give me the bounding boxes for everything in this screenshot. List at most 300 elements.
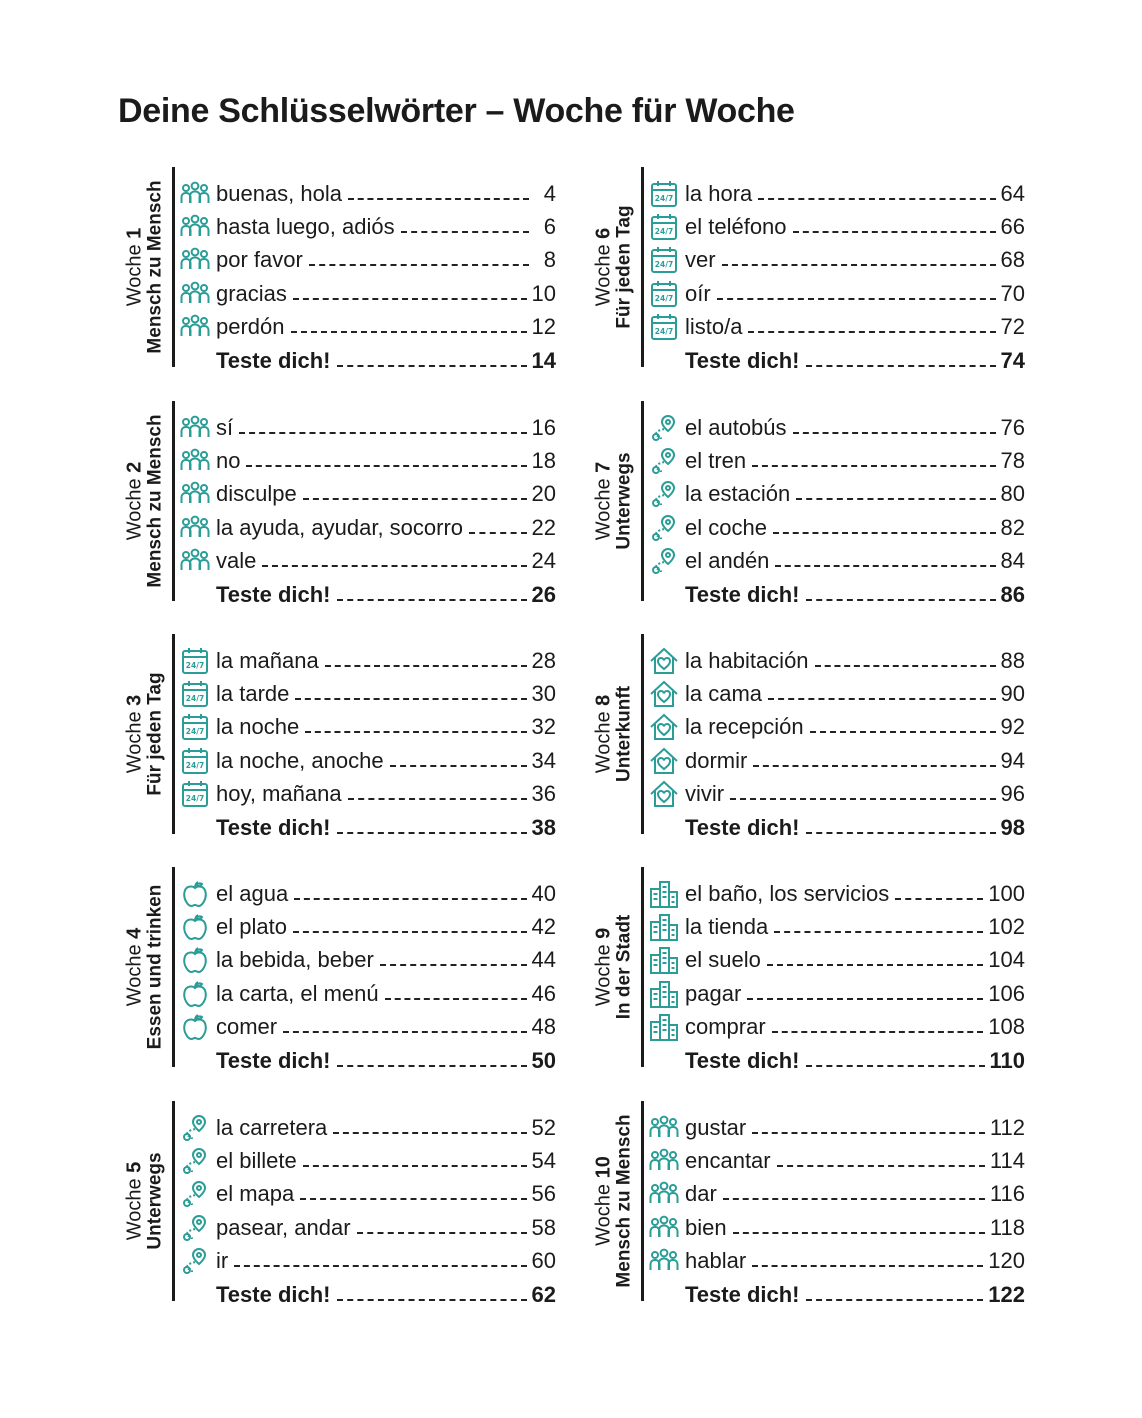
entry-term: la noche: [216, 714, 300, 740]
entry-term: la bebida, beber: [216, 947, 374, 973]
entry-term: la carta, el menú: [216, 980, 379, 1006]
dot-leader: [309, 264, 529, 266]
entry-term: el plato: [216, 914, 287, 940]
entry-term: dormir: [685, 747, 748, 773]
week-topic: Mensch zu Mensch: [144, 180, 166, 354]
dot-leader: [390, 765, 527, 767]
entry-page-number: 36: [531, 781, 556, 807]
week-number: 2: [123, 461, 146, 473]
svg-text:24/7: 24/7: [654, 227, 674, 237]
entry-term: la habitación: [685, 647, 809, 673]
dot-leader: [246, 465, 526, 467]
list-item[interactable]: [180, 1011, 556, 1044]
list-item[interactable]: [649, 877, 1025, 910]
apple-icon: [180, 1012, 210, 1042]
dot-leader: [772, 1031, 984, 1033]
list-item[interactable]: [180, 1111, 556, 1144]
week-topic: Mensch zu Mensch: [144, 414, 166, 588]
house-heart-icon: [649, 646, 679, 676]
week-topic: Unterwegs: [613, 452, 635, 550]
test-row[interactable]: [180, 344, 556, 377]
list-item[interactable]: [649, 1178, 1025, 1211]
house-heart-icon: [649, 712, 679, 742]
list-item[interactable]: [649, 677, 1025, 710]
list-item[interactable]: [180, 210, 556, 243]
entry-page-number: 76: [1000, 414, 1025, 440]
entry-page-number: 66: [1000, 214, 1025, 240]
list-item[interactable]: [649, 910, 1025, 943]
people-icon: [649, 1179, 679, 1209]
week-topic: Für jeden Tag: [144, 672, 166, 796]
calendar-24-7-icon: [649, 245, 679, 275]
week-section-6: [592, 167, 1061, 373]
entry-term: hablar: [685, 1248, 747, 1274]
test-label: Teste dich!: [216, 581, 331, 607]
entry-page-number: 82: [1000, 514, 1025, 540]
dot-leader: [401, 231, 529, 233]
city-buildings-icon: [649, 912, 679, 942]
test-row[interactable]: [649, 811, 1025, 844]
dot-leader: [768, 698, 995, 700]
list-item[interactable]: [649, 311, 1025, 344]
entry-term: el agua: [216, 880, 289, 906]
list-item[interactable]: [649, 244, 1025, 277]
dot-leader: [337, 832, 527, 834]
dot-leader: [333, 1132, 526, 1134]
week-side-label-text: [594, 1114, 635, 1287]
list-item[interactable]: [180, 944, 556, 977]
entry-page-number: 94: [1000, 747, 1025, 773]
dot-leader: [723, 1198, 985, 1200]
week-topic: Unterwegs: [144, 1152, 166, 1250]
test-row[interactable]: [649, 1044, 1025, 1077]
entry-page-number: 48: [531, 1014, 556, 1040]
list-item[interactable]: [649, 744, 1025, 777]
week-side-label-text: [125, 1152, 166, 1249]
entry-page-number: 80: [1000, 481, 1025, 507]
entry-page-number: 12: [531, 314, 556, 340]
dot-leader: [730, 798, 995, 800]
entry-term: por favor: [216, 247, 303, 273]
week-side-label: [120, 401, 170, 601]
entry-list: [649, 177, 1025, 377]
week-number-label: [125, 885, 146, 1050]
entry-term: el andén: [685, 548, 770, 574]
week-section-5: [123, 1101, 592, 1307]
entry-page-number: 68: [1000, 247, 1025, 273]
entry-page-number: 118: [989, 1214, 1025, 1240]
entry-list: [649, 644, 1025, 844]
divider-line: [172, 167, 175, 367]
list-item[interactable]: [180, 877, 556, 910]
apple-icon: [180, 945, 210, 975]
week-side-label: [589, 634, 639, 834]
week-section-2: [123, 401, 592, 607]
entry-term: oír: [685, 280, 711, 306]
list-item[interactable]: [649, 944, 1025, 977]
entry-page-number: 44: [531, 947, 556, 973]
entry-page-number: 58: [531, 1214, 556, 1240]
dot-leader: [777, 1165, 985, 1167]
week-side-label-text: [125, 414, 166, 587]
people-icon: [180, 312, 210, 342]
entry-term: vale: [216, 548, 257, 574]
week-word: Woche: [123, 244, 146, 307]
week-word: Woche: [592, 1183, 615, 1246]
calendar-24-7-icon: [180, 779, 210, 809]
week-side-label-text: [125, 180, 166, 353]
test-row[interactable]: [180, 1044, 556, 1077]
dot-leader: [806, 1299, 984, 1301]
route-pin-icon: [180, 1146, 210, 1176]
dot-leader: [337, 1065, 527, 1067]
week-side-label: [589, 401, 639, 601]
dot-leader: [767, 964, 983, 966]
week-number-label: [594, 1114, 615, 1287]
test-page-number: 110: [989, 1047, 1025, 1073]
list-item[interactable]: [180, 910, 556, 943]
list-item[interactable]: [180, 411, 556, 444]
entry-term: ir: [216, 1248, 229, 1274]
list-item[interactable]: [180, 1245, 556, 1278]
route-pin-icon: [649, 546, 679, 576]
list-item[interactable]: [649, 444, 1025, 477]
week-number: 7: [592, 461, 615, 473]
apple-icon: [180, 912, 210, 942]
dot-leader: [717, 298, 996, 300]
people-icon: [649, 1146, 679, 1176]
entry-term: pasear, andar: [216, 1214, 351, 1240]
list-item[interactable]: [180, 478, 556, 511]
week-number: 10: [592, 1156, 615, 1179]
list-item[interactable]: [649, 277, 1025, 310]
test-label: Teste dich!: [685, 814, 800, 840]
entry-page-number: 32: [531, 714, 556, 740]
route-pin-icon: [180, 1213, 210, 1243]
list-item[interactable]: [180, 711, 556, 744]
test-page-number: 86: [1000, 581, 1025, 607]
divider-line: [172, 867, 175, 1067]
list-item[interactable]: [649, 545, 1025, 578]
dot-leader: [294, 898, 526, 900]
svg-text:24/7: 24/7: [185, 794, 205, 804]
dot-leader: [357, 1232, 527, 1234]
entry-term: la cama: [685, 681, 763, 707]
entry-term: hoy, mañana: [216, 781, 342, 807]
test-page-number: 14: [531, 347, 556, 373]
dot-leader: [806, 599, 996, 601]
entry-page-number: 30: [531, 681, 556, 707]
week-word: Woche: [592, 944, 615, 1007]
svg-text:24/7: 24/7: [185, 760, 205, 770]
list-item[interactable]: [649, 711, 1025, 744]
entry-page-number: 104: [988, 947, 1025, 973]
week-word: Woche: [123, 711, 146, 774]
people-icon: [180, 212, 210, 242]
test-label: Teste dich!: [685, 347, 800, 373]
list-item[interactable]: [180, 444, 556, 477]
week-topic: Für jeden Tag: [613, 205, 635, 329]
divider-line: [641, 1101, 644, 1301]
test-label: Teste dich!: [216, 1281, 331, 1307]
dot-leader: [752, 465, 995, 467]
entry-page-number: 40: [531, 880, 556, 906]
week-number-label: [594, 686, 615, 782]
dot-leader: [733, 1232, 985, 1234]
entry-page-number: 72: [1000, 314, 1025, 340]
entry-page-number: 34: [531, 747, 556, 773]
city-buildings-icon: [649, 979, 679, 1009]
divider-line: [172, 1101, 175, 1301]
list-item[interactable]: [649, 478, 1025, 511]
week-number-label: [594, 452, 615, 549]
list-item[interactable]: [180, 1178, 556, 1211]
entry-page-number: 92: [1000, 714, 1025, 740]
list-item[interactable]: [180, 1144, 556, 1177]
entry-term: disculpe: [216, 481, 297, 507]
apple-icon: [180, 879, 210, 909]
test-row[interactable]: [180, 578, 556, 611]
list-item[interactable]: [180, 977, 556, 1010]
week-word: Woche: [123, 1178, 146, 1241]
dot-leader: [295, 698, 526, 700]
week-side-label: [589, 1101, 639, 1301]
route-pin-icon: [649, 446, 679, 476]
people-icon: [180, 513, 210, 543]
dot-leader: [469, 532, 526, 534]
list-item[interactable]: [649, 977, 1025, 1010]
calendar-24-7-icon: [649, 312, 679, 342]
entry-term: dar: [685, 1181, 717, 1207]
list-item[interactable]: [180, 778, 556, 811]
entry-term: no: [216, 448, 241, 474]
entry-term: bien: [685, 1214, 727, 1240]
entry-page-number: 88: [1000, 647, 1025, 673]
dot-leader: [283, 1031, 526, 1033]
list-item[interactable]: [649, 177, 1025, 210]
list-item[interactable]: [649, 411, 1025, 444]
test-page-number: 74: [1000, 347, 1025, 373]
entry-term: listo/a: [685, 314, 743, 340]
test-row[interactable]: [649, 578, 1025, 611]
house-heart-icon: [649, 746, 679, 776]
entry-page-number: 54: [531, 1148, 556, 1174]
dot-leader: [337, 1299, 527, 1301]
list-item[interactable]: [180, 677, 556, 710]
entry-page-number: 42: [531, 914, 556, 940]
test-row[interactable]: [180, 1278, 556, 1311]
entry-page-number: 78: [1000, 448, 1025, 474]
svg-text:24/7: 24/7: [654, 193, 674, 203]
dot-leader: [810, 731, 996, 733]
week-section-8: [592, 634, 1061, 840]
entry-term: la estación: [685, 481, 791, 507]
list-item[interactable]: [649, 210, 1025, 243]
week-side-label: [120, 634, 170, 834]
entry-term: hasta luego, adiós: [216, 214, 395, 240]
list-item[interactable]: [649, 644, 1025, 677]
house-heart-icon: [649, 679, 679, 709]
divider-line: [641, 167, 644, 367]
list-item[interactable]: [180, 1211, 556, 1244]
entry-term: la recepción: [685, 714, 804, 740]
entry-term: gracias: [216, 280, 287, 306]
entry-list: [649, 1111, 1025, 1311]
list-item[interactable]: [649, 778, 1025, 811]
apple-icon: [180, 979, 210, 1009]
people-icon: [180, 179, 210, 209]
test-page-number: 98: [1000, 814, 1025, 840]
divider-line: [172, 634, 175, 834]
list-item[interactable]: [180, 277, 556, 310]
list-item[interactable]: [649, 1211, 1025, 1244]
test-page-number: 50: [531, 1047, 556, 1073]
route-pin-icon: [649, 513, 679, 543]
test-page-number: 122: [988, 1281, 1025, 1307]
list-item[interactable]: [180, 511, 556, 544]
week-number-label: [594, 205, 615, 328]
dot-leader: [303, 498, 527, 500]
page-title: Deine Schlüsselwörter – Woche für Woche: [118, 92, 795, 130]
entry-page-number: 90: [1000, 681, 1025, 707]
test-row[interactable]: [180, 811, 556, 844]
dot-leader: [348, 798, 527, 800]
test-row[interactable]: [649, 1278, 1025, 1311]
entry-page-number: 84: [1000, 548, 1025, 574]
dot-leader: [815, 665, 996, 667]
entry-term: el teléfono: [685, 214, 787, 240]
week-section-9: [592, 867, 1061, 1073]
list-item[interactable]: [649, 1011, 1025, 1044]
entry-term: el tren: [685, 448, 747, 474]
calendar-24-7-icon: [180, 712, 210, 742]
entry-page-number: 28: [531, 647, 556, 673]
week-number: 1: [123, 227, 146, 239]
people-icon: [180, 413, 210, 443]
entry-term: el mapa: [216, 1181, 295, 1207]
dot-leader: [806, 365, 996, 367]
week-section-4: [123, 867, 592, 1073]
week-number-label: [125, 1152, 146, 1249]
entry-page-number: 70: [1000, 280, 1025, 306]
week-number-label: [125, 672, 146, 795]
calendar-24-7-icon: [649, 279, 679, 309]
entry-page-number: 56: [531, 1181, 556, 1207]
people-icon: [649, 1246, 679, 1276]
dot-leader: [262, 565, 526, 567]
dot-leader: [895, 898, 983, 900]
entry-term: perdón: [216, 314, 285, 340]
week-topic: In der Stadt: [613, 914, 635, 1020]
entry-term: ver: [685, 247, 716, 273]
list-item[interactable]: [180, 244, 556, 277]
divider-line: [641, 401, 644, 601]
house-heart-icon: [649, 779, 679, 809]
list-item[interactable]: [180, 177, 556, 210]
entry-term: la tarde: [216, 681, 290, 707]
week-number: 3: [123, 694, 146, 706]
list-item[interactable]: [180, 545, 556, 578]
test-label: Teste dich!: [216, 1047, 331, 1073]
test-label: Teste dich!: [216, 347, 331, 373]
entry-term: encantar: [685, 1148, 771, 1174]
week-word: Woche: [123, 944, 146, 1007]
entry-page-number: 24: [531, 548, 556, 574]
week-word: Woche: [592, 711, 615, 774]
dot-leader: [796, 498, 995, 500]
route-pin-icon: [180, 1246, 210, 1276]
test-page-number: 26: [531, 581, 556, 607]
list-item[interactable]: [649, 1144, 1025, 1177]
entry-term: el baño, los servicios: [685, 880, 890, 906]
route-pin-icon: [649, 413, 679, 443]
week-number: 8: [592, 694, 615, 706]
week-number-label: [125, 414, 146, 587]
week-number-label: [125, 180, 146, 353]
entry-term: pagar: [685, 980, 742, 1006]
week-side-label: [120, 167, 170, 367]
entry-list: [649, 411, 1025, 611]
dot-leader: [239, 432, 526, 434]
week-side-label: [120, 867, 170, 1067]
week-word: Woche: [592, 478, 615, 541]
entry-term: el coche: [685, 514, 767, 540]
list-item[interactable]: [649, 511, 1025, 544]
week-topic: Mensch zu Mensch: [613, 1114, 635, 1288]
entry-term: el suelo: [685, 947, 761, 973]
svg-text:24/7: 24/7: [654, 293, 674, 303]
entry-term: la hora: [685, 180, 753, 206]
test-page-number: 62: [531, 1281, 556, 1307]
week-word: Woche: [123, 478, 146, 541]
entry-page-number: 8: [543, 247, 556, 273]
week-number: 9: [592, 927, 615, 939]
people-icon: [180, 546, 210, 576]
dot-leader: [305, 731, 526, 733]
dot-leader: [337, 599, 527, 601]
week-side-label: [120, 1101, 170, 1301]
entry-term: sí: [216, 414, 234, 440]
entry-term: la carretera: [216, 1114, 328, 1140]
dot-leader: [793, 231, 996, 233]
dot-leader: [774, 931, 983, 933]
divider-line: [641, 867, 644, 1067]
list-item[interactable]: [180, 311, 556, 344]
entry-list: [180, 177, 556, 377]
entry-term: la ayuda, ayudar, socorro: [216, 514, 464, 540]
entry-page-number: 64: [1000, 180, 1025, 206]
week-side-label-text: [125, 672, 166, 795]
dot-leader: [385, 998, 527, 1000]
test-row[interactable]: [649, 344, 1025, 377]
dot-leader: [773, 532, 996, 534]
calendar-24-7-icon: [180, 646, 210, 676]
list-item[interactable]: [649, 1245, 1025, 1278]
week-topic: Unterkunft: [613, 685, 635, 783]
entry-term: la mañana: [216, 647, 319, 673]
list-item[interactable]: [649, 1111, 1025, 1144]
entry-page-number: 112: [989, 1114, 1025, 1140]
list-item[interactable]: [180, 644, 556, 677]
dot-leader: [300, 1198, 526, 1200]
entry-page-number: 16: [531, 414, 556, 440]
entry-term: vivir: [685, 781, 725, 807]
week-section-3: [123, 634, 592, 840]
entry-term: comer: [216, 1014, 278, 1040]
dot-leader: [293, 298, 527, 300]
list-item[interactable]: [180, 744, 556, 777]
entry-page-number: 46: [531, 980, 556, 1006]
